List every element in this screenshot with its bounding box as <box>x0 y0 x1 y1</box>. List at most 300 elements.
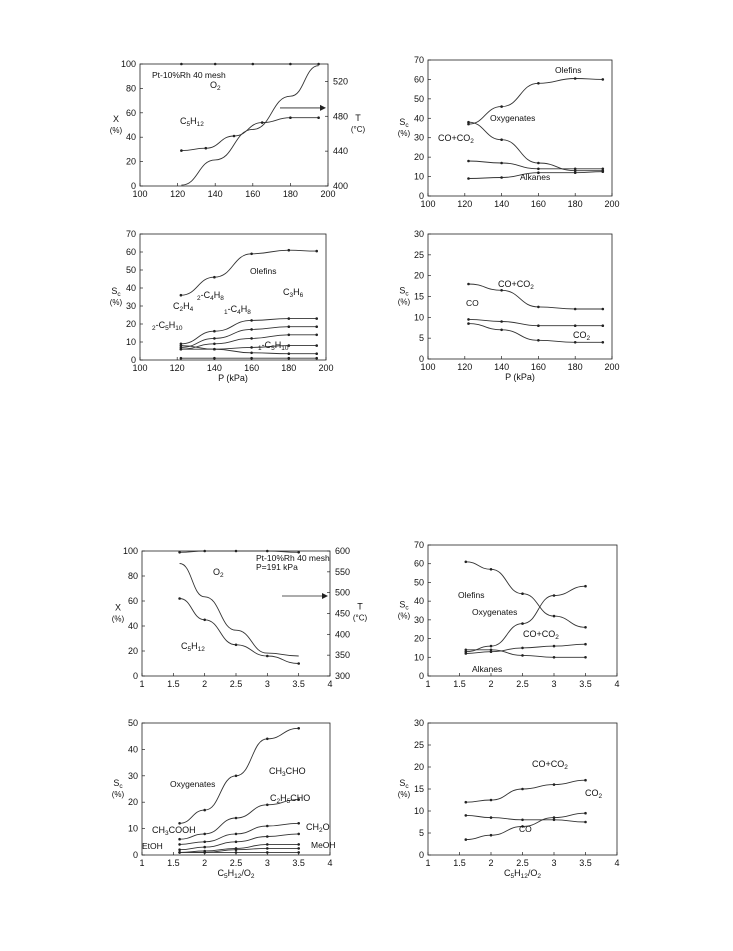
data-point <box>574 324 577 327</box>
data-point <box>297 847 300 850</box>
annotation-label: C2H4 <box>173 301 194 313</box>
x-tick-label: 120 <box>457 199 473 209</box>
y-tick-label: 10 <box>413 312 424 323</box>
y-tick-label: 40 <box>413 596 424 607</box>
data-point <box>553 656 556 659</box>
y-tick-label: 20 <box>125 319 136 329</box>
x-tick-label: 1 <box>139 858 145 868</box>
data-point <box>266 851 269 854</box>
y-tick-label: 10 <box>125 337 136 347</box>
annotation-label: Olefins <box>555 65 582 75</box>
y2-axis-label: T <box>357 601 363 612</box>
data-point <box>203 851 206 854</box>
data-point <box>521 654 524 657</box>
y-tick-label: 10 <box>127 823 138 834</box>
data-point <box>500 138 503 141</box>
y-tick-label: 40 <box>413 113 424 124</box>
y-tick-label: 10 <box>413 171 424 182</box>
data-point <box>467 283 470 286</box>
data-point <box>521 622 524 625</box>
series-line-CH3CHO <box>180 800 299 840</box>
x-tick-label: 3 <box>551 679 557 689</box>
x-tick-label: 100 <box>132 189 148 199</box>
y-tick-label: 30 <box>413 614 424 625</box>
axis-arrowhead <box>320 105 326 111</box>
data-point <box>584 812 587 815</box>
y2-axis-label: T <box>355 113 361 123</box>
y2-tick-label: 520 <box>333 76 349 87</box>
x-tick-label: 100 <box>420 362 436 372</box>
y2-tick-label: 440 <box>333 146 349 157</box>
data-point <box>235 775 238 778</box>
x-tick-label: 2.5 <box>516 858 529 868</box>
x-tick-label: 180 <box>282 189 298 199</box>
x-tick-label: 2 <box>202 679 208 689</box>
series-line-CH3COOH <box>180 823 299 844</box>
data-point <box>213 337 216 340</box>
y-tick-label: 30 <box>125 301 136 311</box>
y-tick-label: 25 <box>413 249 424 260</box>
data-point <box>178 851 181 854</box>
data-point <box>584 821 587 824</box>
data-point <box>180 294 183 297</box>
data-point <box>288 317 291 320</box>
series-line-MeOH <box>180 848 299 852</box>
annotation-label: CH3COOH <box>152 825 196 837</box>
data-point <box>178 843 181 846</box>
y-tick-label: 100 <box>122 546 138 556</box>
y-tick-label: 20 <box>127 646 138 656</box>
annotation-label: Pt-10%Rh 40 mesh <box>256 553 330 563</box>
y-axis-label: Sc <box>111 286 121 298</box>
y-tick-label: 20 <box>125 156 136 167</box>
data-point <box>178 597 181 600</box>
y-tick-label: 70 <box>413 55 424 65</box>
y-axis-label: Sc <box>399 117 409 129</box>
x-tick-label: 2.5 <box>229 679 243 689</box>
data-point <box>500 162 503 165</box>
annotation-label: Olefins <box>250 266 277 276</box>
y-tick-label: 30 <box>413 718 424 728</box>
data-point <box>521 819 524 822</box>
data-point <box>180 348 183 351</box>
data-point <box>467 121 470 124</box>
data-point <box>465 561 468 564</box>
x-tick-label: 120 <box>457 362 473 372</box>
chart-panel-8 <box>398 718 620 880</box>
annotation-label: Alkanes <box>520 172 551 182</box>
annotation-label: O2 <box>210 80 221 92</box>
data-point <box>584 626 587 629</box>
annotation-label: CO <box>519 824 532 834</box>
y-tick-label: 70 <box>413 540 424 550</box>
data-point <box>266 843 269 846</box>
plot-frame <box>140 64 328 186</box>
annotation-label: CO <box>466 298 479 308</box>
x-tick-label: 200 <box>604 199 620 209</box>
x-tick-label: 180 <box>567 362 583 372</box>
data-point <box>574 77 577 80</box>
series-line-Oxygenates <box>469 122 603 171</box>
y-axis-label: X <box>112 114 120 124</box>
data-point <box>574 171 577 174</box>
x-tick-label: 2.5 <box>229 858 243 868</box>
data-point <box>537 306 540 309</box>
x-tick-label: 1.5 <box>453 679 466 689</box>
data-point <box>537 168 540 171</box>
data-point <box>266 835 269 838</box>
data-point <box>213 343 216 346</box>
y-axis-unit: (%) <box>397 129 411 138</box>
data-point <box>266 738 269 741</box>
series-line-CO+CO2 <box>469 161 603 169</box>
annotation-label: Oxygenates <box>490 113 536 123</box>
y-tick-label: 60 <box>413 74 424 85</box>
y2-tick-label: 500 <box>335 587 351 598</box>
y2-tick-label: 600 <box>335 546 351 556</box>
data-point <box>297 851 300 854</box>
x-tick-label: 1.5 <box>453 858 466 868</box>
annotation-label: Olefins <box>458 590 485 600</box>
annotation-label: 2-C5H10 <box>152 320 183 332</box>
annotation-label: Pt-10%Rh 40 mesh <box>152 70 226 80</box>
data-point <box>289 116 292 119</box>
y-tick-label: 80 <box>127 571 138 581</box>
x-tick-label: 160 <box>245 189 261 199</box>
x-tick-label: 1 <box>425 858 431 868</box>
plot-frame <box>428 234 612 359</box>
data-point <box>500 329 503 332</box>
x-tick-label: 2.5 <box>516 679 529 689</box>
data-point <box>553 819 556 822</box>
data-point <box>252 63 255 66</box>
x-tick-label: 2 <box>202 858 208 868</box>
data-point <box>553 615 556 618</box>
y-axis-unit: (%) <box>109 298 123 307</box>
data-point <box>213 276 216 279</box>
y-tick-label: 0 <box>132 850 138 860</box>
annotation-label: EtOH <box>142 841 163 851</box>
data-point <box>250 357 253 360</box>
data-point <box>315 344 318 347</box>
y-tick-label: 0 <box>130 181 136 191</box>
chart-panel-7 <box>112 718 336 880</box>
x-tick-label: 160 <box>530 199 546 209</box>
data-point <box>288 249 291 252</box>
data-point <box>178 838 181 841</box>
data-point <box>203 841 206 844</box>
annotation-label: 2-C4H8 <box>197 290 224 302</box>
x-tick-label: 4 <box>327 679 333 689</box>
annotation-label: CO+CO2 <box>532 759 568 771</box>
y-tick-label: 40 <box>127 744 138 755</box>
data-point <box>213 330 216 333</box>
x-tick-label: 160 <box>530 362 546 372</box>
y-tick-label: 30 <box>413 132 424 143</box>
data-point <box>602 341 605 344</box>
data-point <box>180 344 183 347</box>
y-tick-label: 0 <box>130 355 136 365</box>
data-point <box>213 357 216 360</box>
annotation-label: C3H6 <box>283 287 304 299</box>
x-tick-label: 200 <box>320 189 336 199</box>
annotation-label: CH3CHO <box>269 766 306 778</box>
y-tick-label: 50 <box>413 93 424 104</box>
y-tick-label: 0 <box>418 354 424 364</box>
chart-panel-4 <box>398 229 620 382</box>
data-point <box>490 834 493 837</box>
y2-tick-label: 300 <box>335 671 351 681</box>
data-point <box>315 325 318 328</box>
x-axis-label: P (kPa) <box>218 373 248 383</box>
chart-panel-6 <box>398 540 620 689</box>
y-tick-label: 15 <box>413 784 424 794</box>
data-point <box>288 325 291 328</box>
data-point <box>602 308 605 311</box>
x-tick-label: 3.5 <box>292 679 305 689</box>
data-point <box>537 324 540 327</box>
y-tick-label: 40 <box>125 283 136 293</box>
data-point <box>574 168 577 171</box>
data-point <box>465 652 468 655</box>
chart-panel-5 <box>112 546 368 689</box>
annotation-label: C5H12 <box>180 116 204 128</box>
data-point <box>250 253 253 256</box>
y-tick-label: 20 <box>413 633 424 644</box>
data-point <box>235 848 238 851</box>
data-point <box>537 339 540 342</box>
x-tick-label: 3 <box>264 858 270 868</box>
x-tick-label: 180 <box>281 363 297 373</box>
y-tick-label: 10 <box>413 806 424 816</box>
x-tick-label: 180 <box>567 199 583 209</box>
data-point <box>203 846 206 849</box>
data-point <box>490 568 493 571</box>
data-point <box>235 851 238 854</box>
y-axis-label: X <box>114 602 122 613</box>
data-point <box>250 328 253 331</box>
data-point <box>500 320 503 323</box>
y-tick-label: 30 <box>413 229 424 239</box>
annotation-label: 1-C4H8 <box>224 304 251 316</box>
axis-arrowhead <box>322 593 328 599</box>
y-tick-label: 5 <box>418 333 424 344</box>
data-point <box>266 804 269 807</box>
data-point <box>178 551 181 554</box>
y-axis-label: Sc <box>399 285 409 298</box>
data-point <box>537 82 540 85</box>
data-point <box>297 822 300 825</box>
data-point <box>205 147 208 150</box>
y2-tick-label: 480 <box>333 111 349 122</box>
plot-frame <box>142 551 330 676</box>
data-point <box>490 816 493 819</box>
x-tick-label: 3.5 <box>579 858 592 868</box>
y-axis-unit: (%) <box>397 611 411 621</box>
x-tick-label: 140 <box>206 363 222 373</box>
data-point <box>521 788 524 791</box>
annotation-label: Alkanes <box>472 664 503 674</box>
data-point <box>467 322 470 325</box>
x-tick-label: 140 <box>207 189 223 199</box>
data-point <box>297 843 300 846</box>
data-point <box>315 317 318 320</box>
data-point <box>490 649 493 652</box>
data-point <box>235 550 238 553</box>
y2-tick-label: 450 <box>335 608 351 619</box>
y-axis-unit: (%) <box>109 126 123 135</box>
data-point <box>235 644 238 647</box>
data-point <box>213 348 216 351</box>
annotation-label: CH2O <box>306 822 330 834</box>
annotation-label: 1-C5H10 <box>258 340 289 352</box>
x-axis-label: C5H12/O2 <box>217 868 255 880</box>
data-point <box>288 334 291 337</box>
y-axis-unit: (%) <box>111 790 125 799</box>
y-tick-label: 40 <box>125 132 136 143</box>
y-tick-label: 5 <box>418 828 424 838</box>
chart-panel-3 <box>110 229 334 383</box>
data-point <box>465 814 468 817</box>
y-tick-label: 40 <box>127 621 138 631</box>
x-tick-label: 120 <box>169 363 185 373</box>
annotation-label: C5H12 <box>181 641 205 653</box>
data-point <box>317 116 320 119</box>
chart-panel-1 <box>110 59 366 199</box>
x-tick-label: 1 <box>425 679 431 689</box>
data-point <box>203 833 206 836</box>
y-tick-label: 15 <box>413 291 424 302</box>
x-axis-label: P (kPa) <box>505 372 535 382</box>
y-axis-unit: (%) <box>397 790 411 799</box>
data-point <box>288 357 291 360</box>
series-line-Olefins <box>469 79 603 125</box>
series-line-1-C5H10 <box>181 346 317 350</box>
x-tick-label: 3.5 <box>292 858 305 868</box>
data-point <box>465 649 468 652</box>
annotation-label: CO2 <box>585 788 603 800</box>
y-tick-label: 60 <box>125 247 136 257</box>
y-tick-label: 60 <box>125 107 136 118</box>
data-point <box>297 727 300 730</box>
x-tick-label: 140 <box>494 362 510 372</box>
y-tick-label: 70 <box>125 229 136 239</box>
data-point <box>574 308 577 311</box>
y2-tick-label: 400 <box>333 181 349 191</box>
data-point <box>500 105 503 108</box>
x-tick-label: 200 <box>604 362 620 372</box>
y-axis-unit: (%) <box>397 297 411 307</box>
data-point <box>180 149 183 152</box>
data-point <box>315 357 318 360</box>
x-tick-label: 120 <box>170 189 186 199</box>
y-tick-label: 0 <box>132 671 138 681</box>
annotation-label: Oxygenates <box>472 607 518 617</box>
annotation-label: O2 <box>213 567 224 579</box>
annotation-label: C2H5CHO <box>270 793 311 805</box>
data-point <box>537 162 540 165</box>
series-line-CO+CO2 <box>466 644 586 653</box>
data-point <box>250 337 253 340</box>
y-tick-label: 0 <box>418 191 424 201</box>
annotation-label: CO+CO2 <box>438 133 474 145</box>
y-tick-label: 50 <box>125 265 136 275</box>
series-line-C3H6 <box>181 319 317 344</box>
y2-tick-label: 350 <box>335 650 351 661</box>
annotation-label: CO+CO2 <box>523 629 559 641</box>
data-point <box>250 352 253 355</box>
y-tick-label: 10 <box>413 652 424 663</box>
data-point <box>250 319 253 322</box>
y-tick-label: 20 <box>413 762 424 772</box>
data-point <box>180 357 183 360</box>
data-point <box>602 324 605 327</box>
data-point <box>602 78 605 81</box>
y-axis-unit: (%) <box>111 614 125 624</box>
x-tick-label: 100 <box>420 199 436 209</box>
data-point <box>233 135 236 138</box>
data-point <box>584 779 587 782</box>
y-tick-label: 25 <box>413 740 424 750</box>
data-point <box>584 643 587 646</box>
data-point <box>266 825 269 828</box>
y-tick-label: 80 <box>125 83 136 94</box>
data-point <box>180 63 183 66</box>
data-point <box>467 318 470 321</box>
y2-axis-unit: (°C) <box>352 613 368 623</box>
x-tick-label: 3 <box>264 679 270 689</box>
y-tick-label: 20 <box>127 797 138 808</box>
data-point <box>289 63 292 66</box>
data-point <box>315 334 318 337</box>
data-point <box>467 177 470 180</box>
data-point <box>297 662 300 665</box>
data-point <box>553 594 556 597</box>
y2-tick-label: 400 <box>335 629 351 640</box>
data-point <box>465 838 468 841</box>
y2-axis-unit: (°C) <box>350 125 366 134</box>
y-tick-label: 20 <box>413 152 424 163</box>
series-line-CO+CO2 <box>466 780 586 802</box>
data-point <box>203 619 206 622</box>
y-tick-label: 50 <box>413 577 424 588</box>
x-tick-label: 1 <box>139 679 145 689</box>
y-axis-label: Sc <box>113 778 123 790</box>
data-point <box>521 647 524 650</box>
data-point <box>235 841 238 844</box>
data-point <box>490 799 493 802</box>
y-axis-label: Sc <box>399 778 409 790</box>
x-tick-label: 4 <box>614 858 620 868</box>
x-tick-label: 2 <box>488 679 494 689</box>
data-point <box>266 847 269 850</box>
data-point <box>288 352 291 355</box>
data-point <box>214 63 217 66</box>
data-point <box>261 121 264 124</box>
x-tick-label: 200 <box>318 363 334 373</box>
series-line-CO <box>469 319 603 325</box>
data-point <box>266 655 269 658</box>
x-tick-label: 2 <box>488 858 494 868</box>
annotation-label: MeOH <box>311 840 336 850</box>
data-point <box>297 833 300 836</box>
data-point <box>521 592 524 595</box>
y-tick-label: 0 <box>418 850 424 860</box>
data-point <box>317 63 320 66</box>
data-point <box>465 801 468 804</box>
y-tick-label: 100 <box>120 59 136 69</box>
series-line-CO+CO2 <box>469 284 603 309</box>
